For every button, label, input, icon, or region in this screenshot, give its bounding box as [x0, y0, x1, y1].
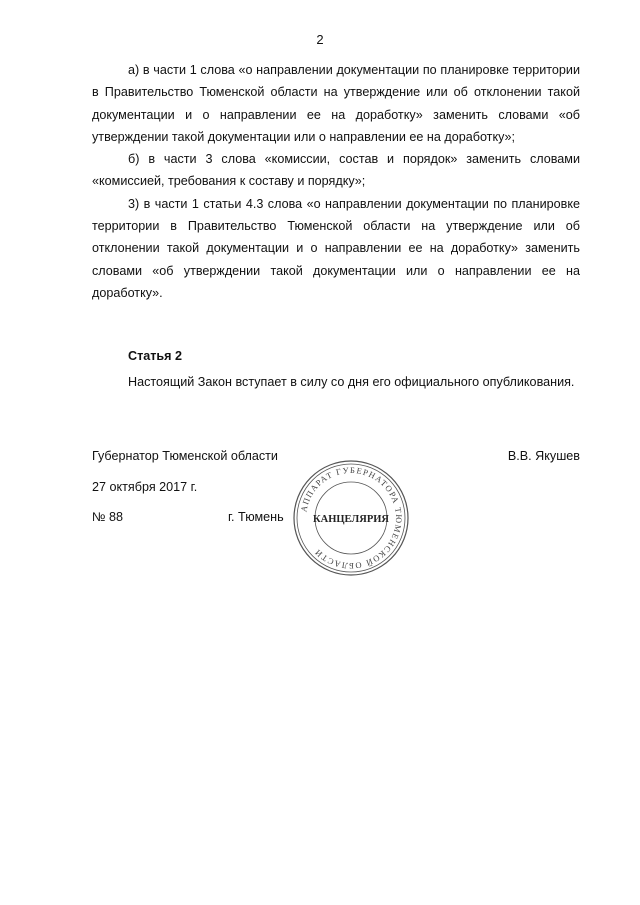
- paragraph-a: а) в части 1 слова «о направлении документации по планировке территории в Правительство Тюменской области на утверждение или об отклонении такой документации и о направлении ее на доработку» заменить словами «об утверждении такой документации или о направлении ее на доработку»;: [92, 63, 580, 144]
- law-date: 27 октября 2017 г.: [92, 480, 198, 494]
- signatory-name: В.В. Якушев: [507, 449, 580, 463]
- signatory-title: Губернатор Тюменской области: [92, 449, 278, 463]
- seal-center-text: КАНЦЕЛЯРИЯ: [313, 514, 389, 525]
- paragraph-3: 3) в части 1 статьи 4.3 слова «о направлении документации по планировке территории в Правительство Тюменской области на утверждение или об отклонении такой документации и о направлении ее на доработку» заменить словами «об утверждении такой документации или о направлении ее на доработку».: [92, 196, 580, 300]
- seal-ring-text: АППАРАТ ГУБЕРНАТОРА ТЮМЕНСКОЙ ОБЛАСТИ: [298, 464, 405, 572]
- article-text-block: [92, 371, 580, 393]
- article-heading: Статья 2: [128, 349, 183, 363]
- law-city: г. Тюмень: [228, 510, 284, 524]
- law-number: № 88: [92, 510, 124, 524]
- amendment-text: [92, 59, 580, 304]
- paragraph-b: б) в части 3 слова «комиссии, состав и порядок» заменить словами «комиссией, требования к составу и порядку»;: [92, 152, 580, 189]
- chancellery-seal: [291, 458, 411, 578]
- article-text: Настоящий Закон вступает в силу со дня его официального опубликования.: [128, 375, 575, 389]
- page-number: 2: [316, 32, 324, 47]
